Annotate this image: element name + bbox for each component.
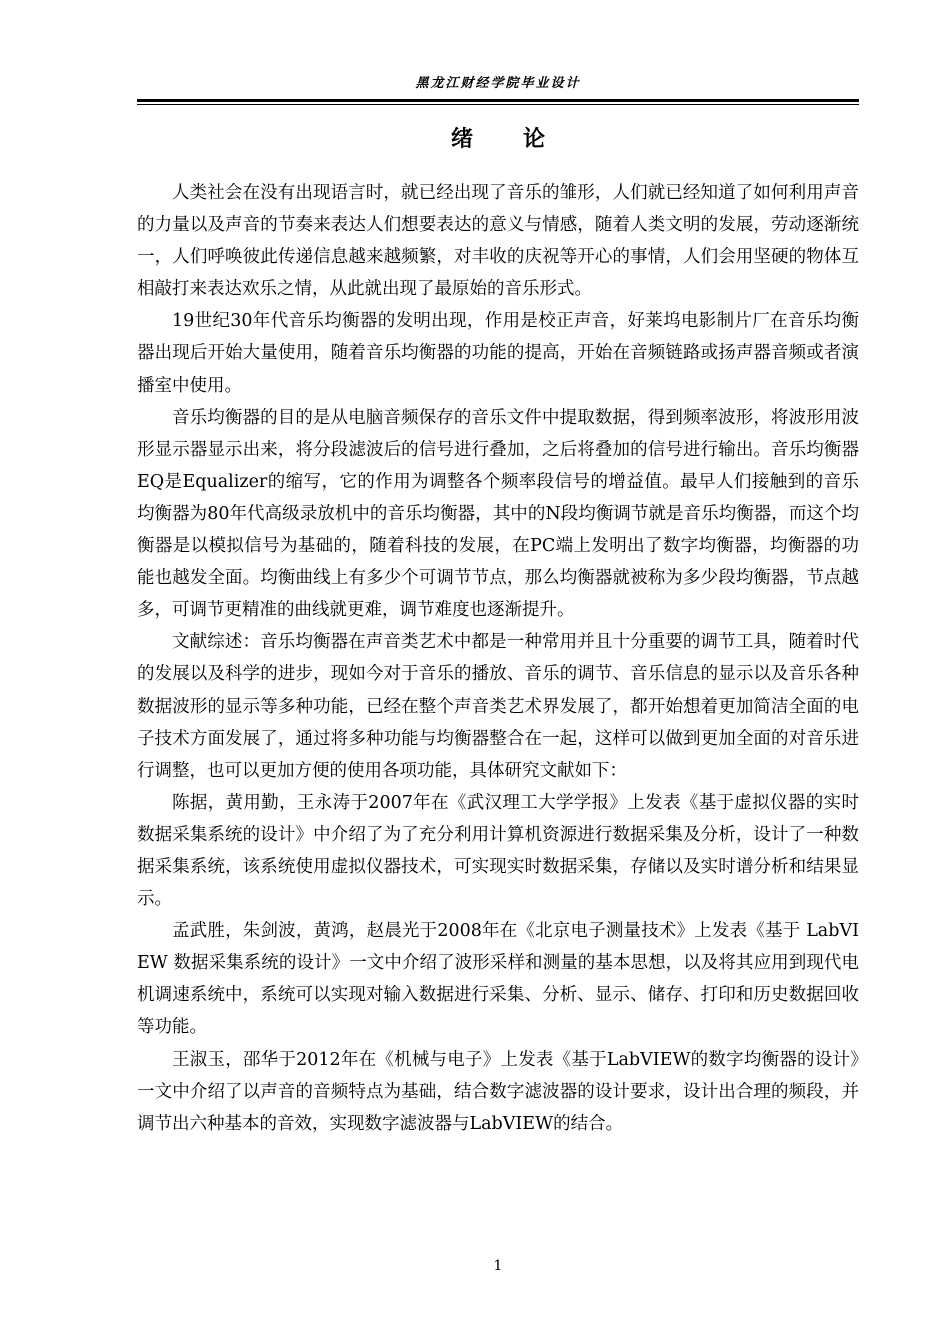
paragraph-1: 人类社会在没有出现语言时，就已经出现了音乐的雏形，人们就已经知道了如何利用声音的力量以及声音的节奏来表达人们想要表达的意义与情感，随着人类文明的发展，劳动逐渐统一，人们呼唤彼此传递信息越来越频繁，对丰收的庆祝等开心的事情，人们会用坚硬的物体互相敲打来表达欢乐之情，从此就出现了最原始的音乐形式。 [137,183,859,300]
paragraph-4: 文献综述：音乐均衡器在声音类艺术中都是一种常用并且十分重要的调节工具，随着时代的发展以及科学的进步，现如今对于音乐的播放、音乐的调节、音乐信息的显示以及音乐各种数据波形的显示等多种功能，已经在整个声音类艺术界发展了，都开始想着更加简洁全面的电子技术方面发展了，通过将多种功能与均衡器整合在一起，这样可以做到更加全面的对音乐进行调整，也可以更加方便的使用各项功能，具体研究文献如下： [137,632,859,781]
paragraph-7: 王淑玉，邵华于2012年在《机械与电子》上发表《基于LabVIEW的数字均衡器的设计》一文中介绍了以声音的音频特点为基础，结合数字滤波器的设计要求，设计出合理的频段，并调节出六种基本的音效，实现数字滤波器与LabVIEW的结合。 [137,1049,859,1134]
running-header: 黑龙江财经学院毕业设计 [415,76,581,91]
page-number: 1 [493,1258,503,1274]
paragraph-6: 孟武胜，朱剑波，黄鸿，赵晨光于2008年在《北京电子测量技术》上发表《基于 LabVIEW 数据采集系统的设计》一文中介绍了波形采样和测量的基本思想，以及将其应用到现代电机调速系统中，系统可以实现对输入数据进行采集、分析、显示、储存、打印和历史数据回收等功能。 [137,921,859,1038]
header-rule-thin [137,104,859,105]
body-text [137,177,859,1140]
header-rule-thick [137,99,859,102]
paragraph-3: 音乐均衡器的目的是从电脑音频保存的音乐文件中提取数据，得到频率波形，将波形用波形显示器显示出来，将分段滤波后的信号进行叠加，之后将叠加的信号进行输出。音乐均衡器EQ是Equalizer的缩写，它的作用为调整各个频率段信号的增益值。最早人们接触到的音乐均衡器为80年代高级录放机中的音乐均衡器，其中的N段均衡调节就是音乐均衡器，而这个均衡器是以模拟信号为基础的，随着科技的发展，在PC端上发明出了数字均衡器，均衡器的功能也越发全面。均衡曲线上有多少个可调节节点，那么均衡器就被称为多少段均衡器，节点越多，可调节更精准的曲线就更难，调节难度也逐渐提升。 [137,407,859,621]
paragraph-2: 19世纪30年代音乐均衡器的发明出现，作用是校正声音，好莱坞电影制片厂在音乐均衡器出现后开始大量使用，随着音乐均衡器的功能的提高，开始在音频链路或扬声器音频或者演播室中使用。 [137,311,859,396]
paragraph-5: 陈据，黄用勤，王永涛于2007年在《武汉理工大学学报》上发表《基于虚拟仪器的实时数据采集系统的设计》中介绍了为了充分利用计算机资源进行数据采集及分析，设计了一种数据采集系统，该系统使用虚拟仪器技术，可实现实时数据采集，存储以及实时谱分析和结果显示。 [137,792,859,910]
section-title: 绪论 [450,127,595,152]
